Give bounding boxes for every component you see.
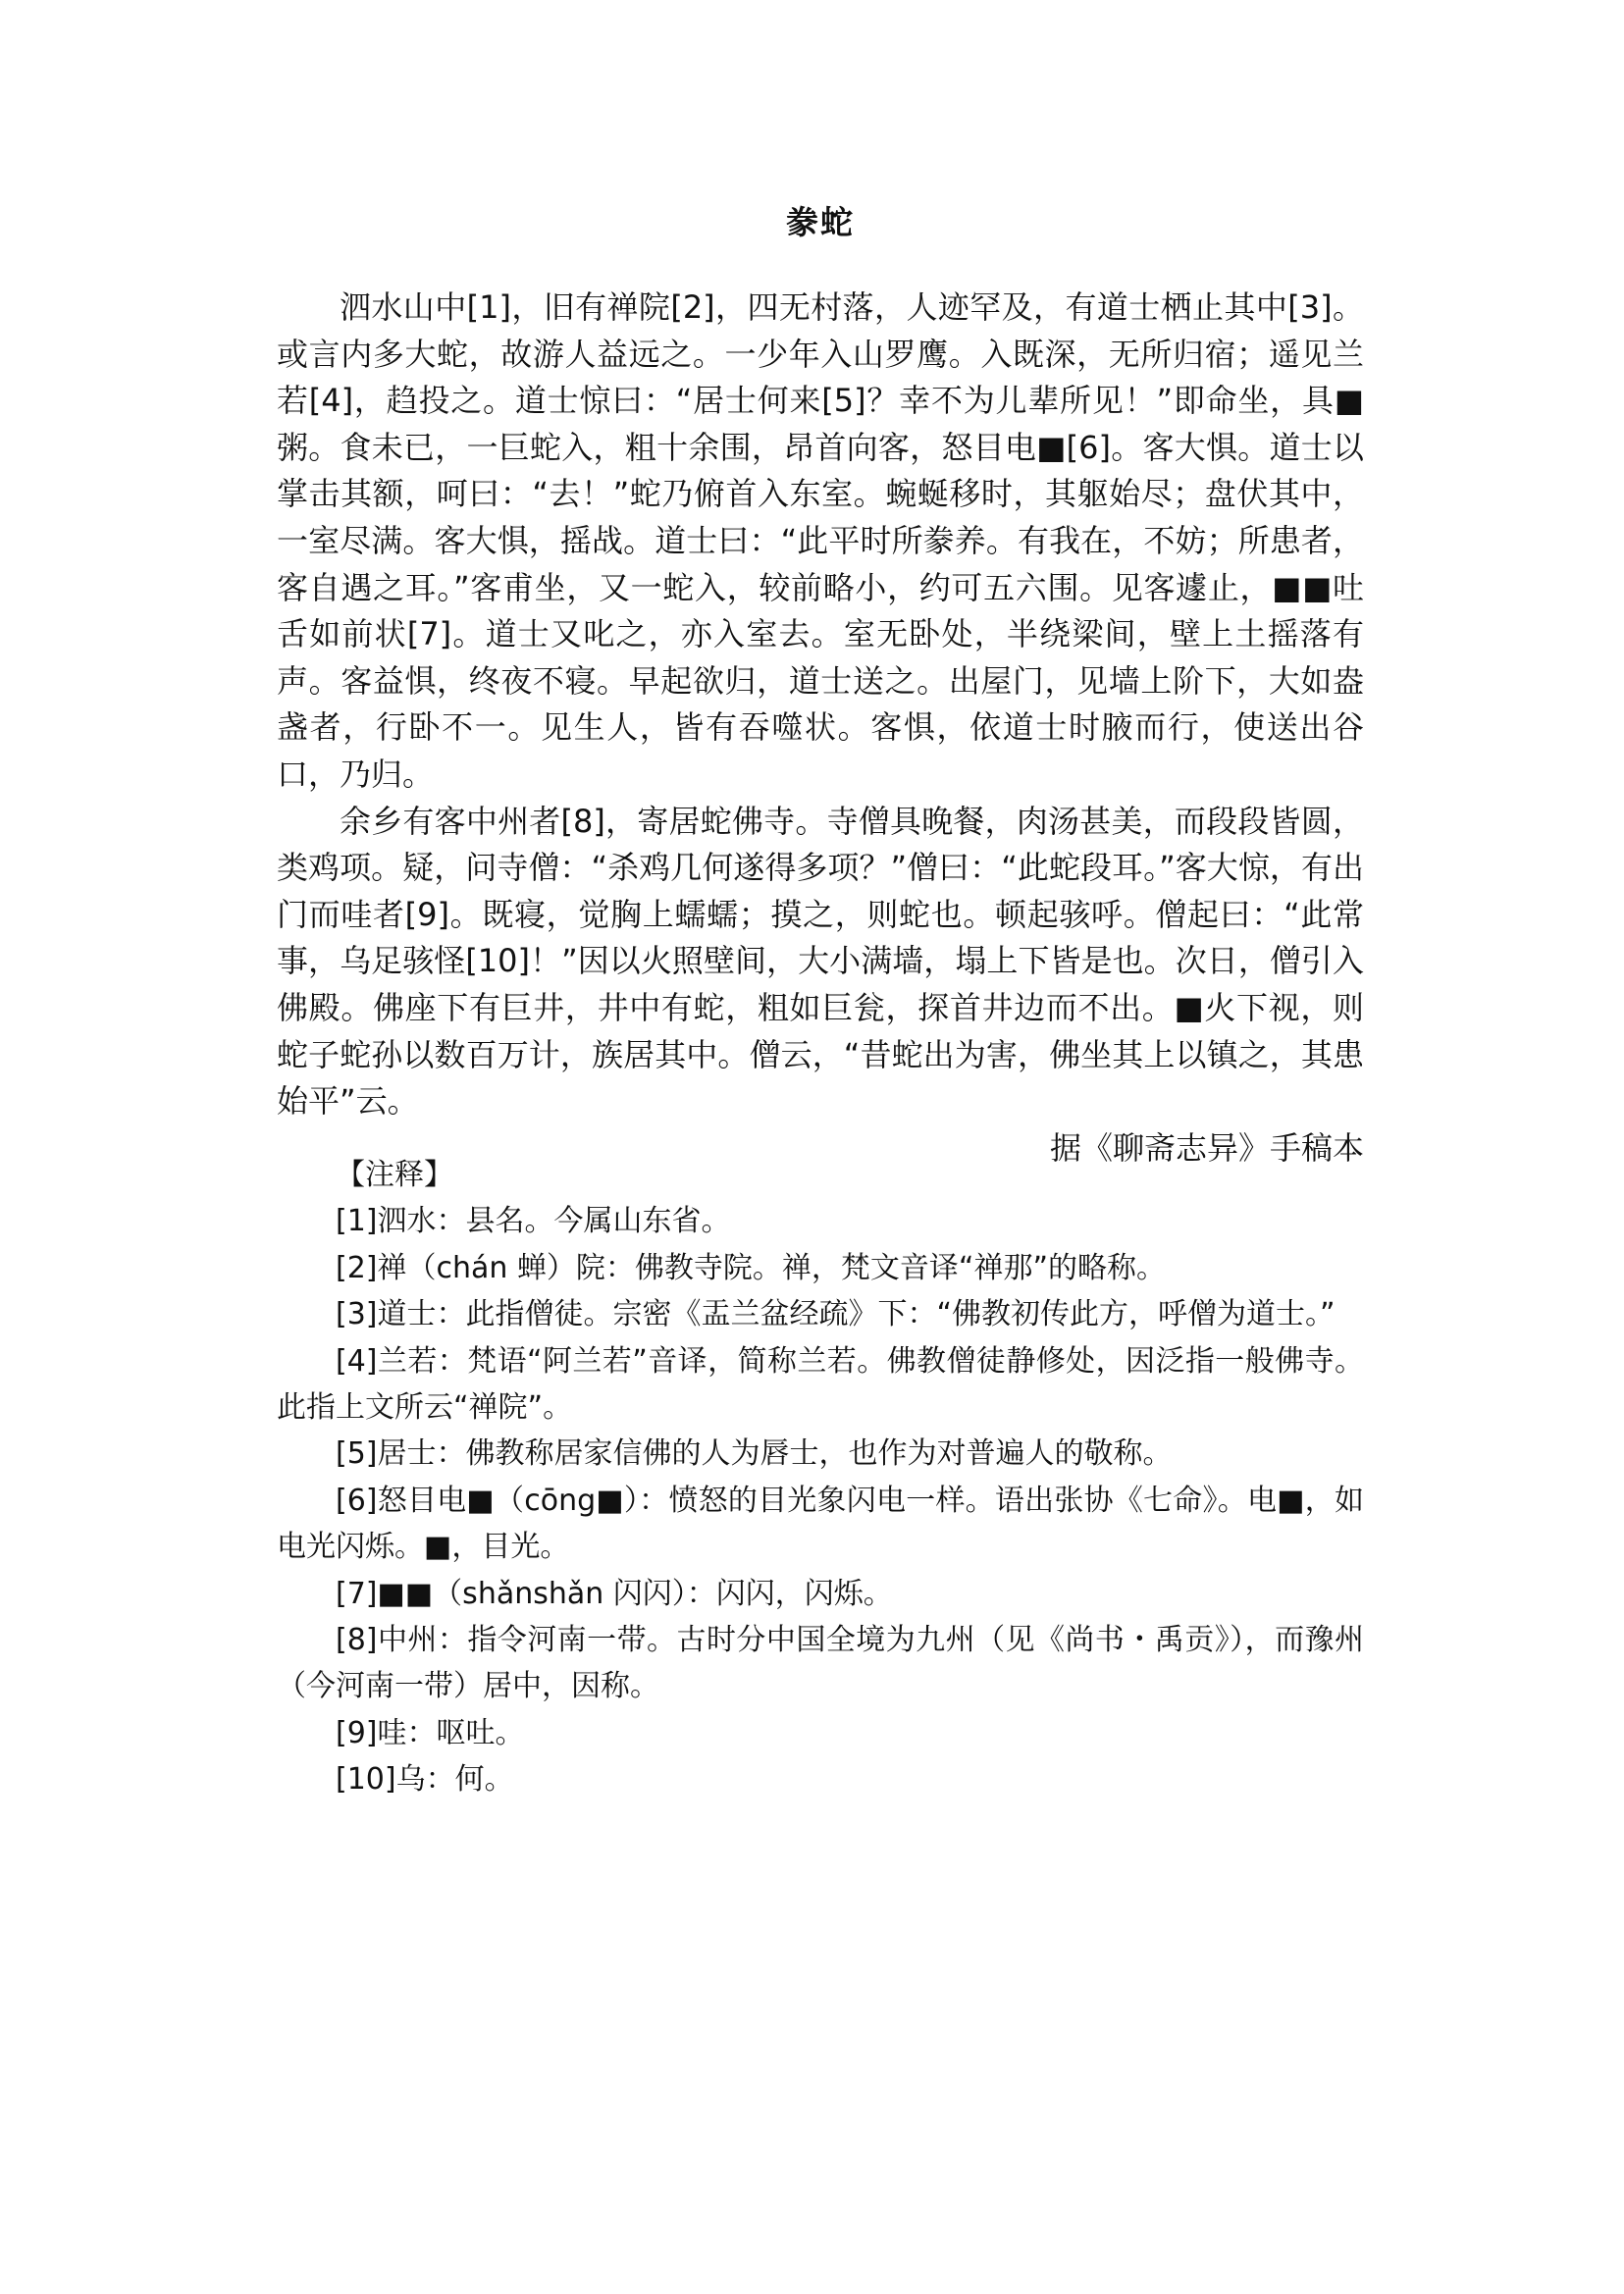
source-citation: 据《聊斋志异》手稿本 [1049,1128,1364,1167]
note-item: [3]道士：此指僧徒。宗密《盂兰盆经疏》下：“佛教初传此方，呼僧为道士。” [336,1297,1336,1332]
notes-heading: 【注释】 [336,1158,453,1192]
main-text [277,285,1364,1172]
paragraph-1: 泗水山中[1]，旧有禅院[2]，四无村落，人迹罕及，有道士栖止其中[3]。或言内多大蛇，故游人益远之。一少年入山罗鹰。入既深，无所归宿；遥见兰若[4]，趋投之。道士惊曰：“居士何来[5]？幸不为儿辈所见！”即命坐，具■粥。食未已，一巨蛇入，粗十余围，昂首向客，怒目电■[6]。客大惧。道士以掌击其额，呵曰：“去！”蛇乃俯首入东室。蜿蜒移时，其躯始尽；盘伏其中，一室尽满。客大惧，摇战。道士曰：“此平时所豢养。有我在，不妨；所患者，客自遇之耳。”客甫坐，又一蛇入，较前略小，约可五六围。见客遽止，■■吐舌如前状[7]。道士又叱之，亦入室去。室无卧处，半绕梁间，壁上土摇落有声。客益惧，终夜不寝。早起欲归，道士送之。出屋门，见墙上阶下，大如盎盏者，行卧不一。见生人，皆有吞噬状。客惧，依道士时腋而行，使送出谷口，乃归。 [277,288,1364,793]
paragraph-2: 余乡有客中州者[8]，寄居蛇佛寺。寺僧具晚餐，肉汤甚美，而段段皆圆，类鸡项。疑，问寺僧：“杀鸡几何遂得多项？”僧曰：“此蛇段耳。”客大惊，有出门而哇者[9]。既寝，觉胸上蠕蠕；摸之，则蛇也。顿起骇呼。僧起曰：“此常事，乌足骇怪[10]！”因以火照壁间，大小满墙，塌上下皆是也。次日，僧引入佛殿。佛座下有巨井，井中有蛇，粗如巨瓮，探首井边而不出。■火下视，则蛇子蛇孙以数百万计，族居其中。僧云，“昔蛇出为害，佛坐其上以镇之，其患始平”云。 [277,802,1364,1121]
note-item: [1]泗水：县名。今属山东省。 [336,1204,731,1239]
note-item: [8]中州：指令河南一带。古时分中国全境为九州（见《尚书・禹贡》），而豫州（今河南一带）居中，因称。 [277,1623,1364,1704]
note-item: [6]怒目电■（cōng■）：愤怒的目光象闪电一样。语出张协《七命》。电■，如电光闪烁。■，目光。 [277,1483,1364,1565]
note-item: [5]居士：佛教称居家信佛的人为唇士，也作为对普遍人的敬称。 [336,1436,1173,1472]
notes-section [277,1152,1364,1803]
note-item: [10]乌：何。 [336,1762,514,1798]
note-item: [2]禅（chán 蝉）院：佛教寺院。禅，梵文音译“禅那”的略称。 [336,1250,1167,1285]
note-item: [7]■■（shǎnshǎn 闪闪）：闪闪，闪烁。 [336,1576,893,1611]
note-item: [4]兰若：梵语“阿兰若”音译，简称兰若。佛教僧徒静修处，因泛指一般佛寺。此指上文所云“禅院”。 [277,1343,1364,1426]
document-title: 豢蛇 [786,203,855,241]
note-item: [9]哇：呕吐。 [336,1715,525,1750]
